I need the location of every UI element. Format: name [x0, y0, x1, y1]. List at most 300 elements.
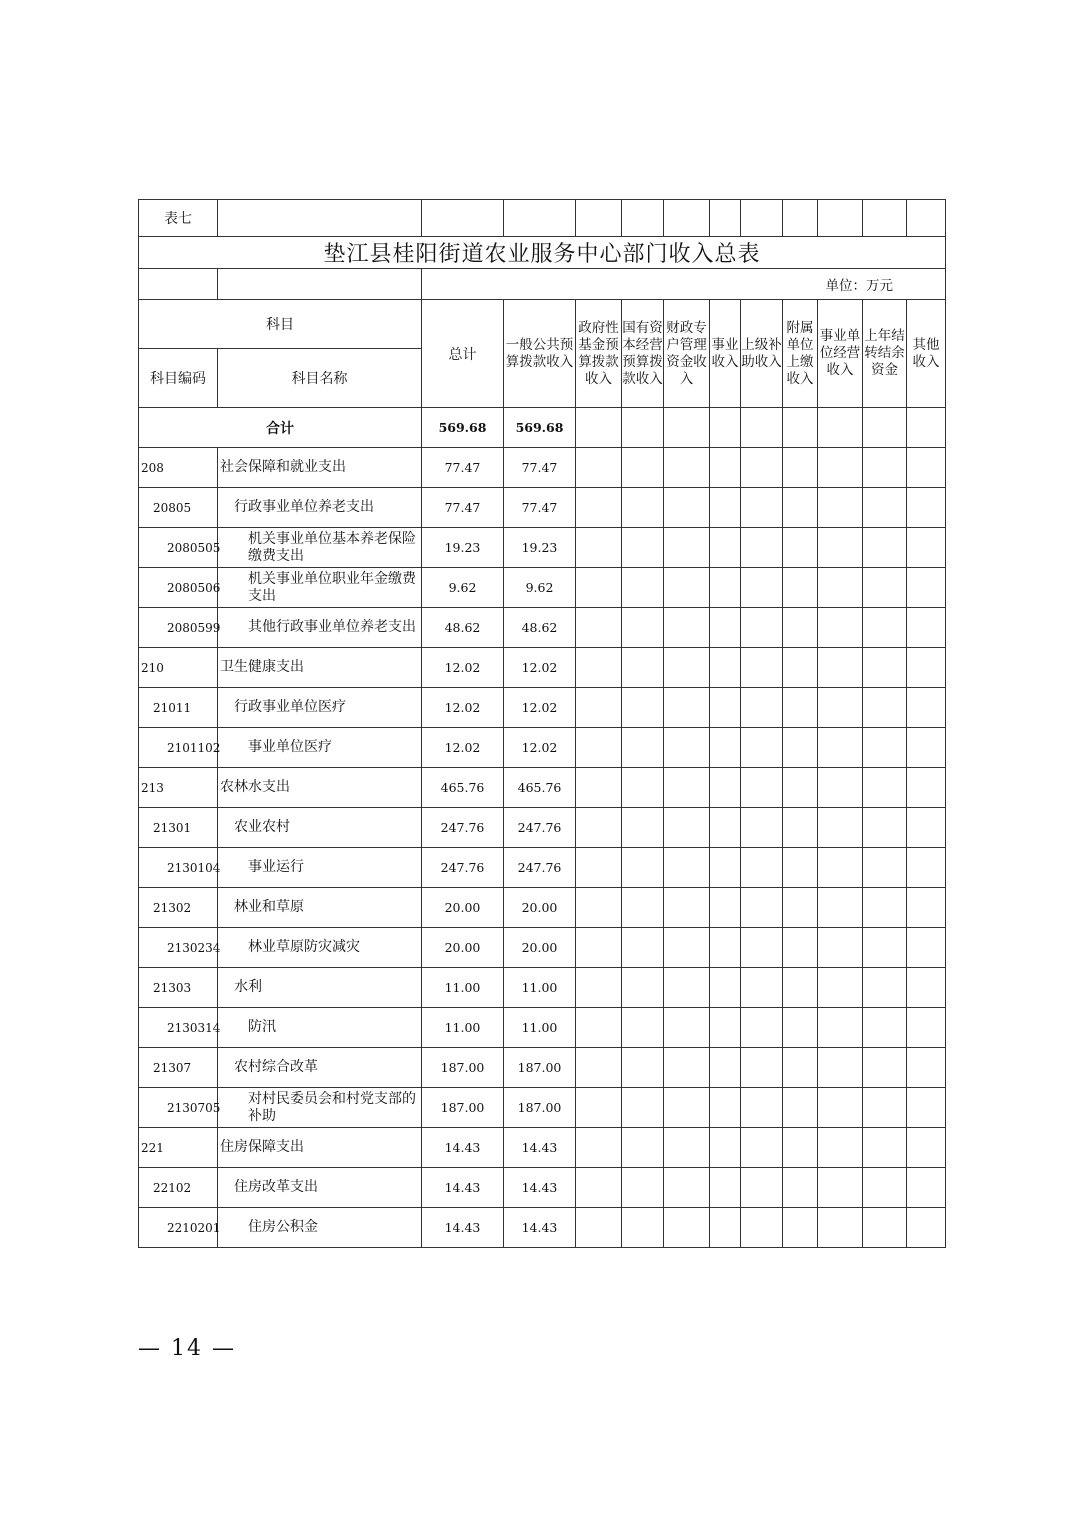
empty-cell — [741, 848, 783, 888]
empty-cell — [783, 1088, 818, 1128]
empty-cell — [907, 888, 946, 928]
empty-cell — [664, 968, 710, 1008]
empty-cell — [576, 968, 622, 1008]
row-total: 14.43 — [422, 1208, 504, 1248]
empty-cell — [741, 448, 783, 488]
row-total: 12.02 — [422, 688, 504, 728]
empty-cell — [710, 1048, 741, 1088]
subject-code: 22102 — [139, 1168, 218, 1208]
subject-code: 2080506 — [139, 568, 218, 608]
empty-cell — [783, 528, 818, 568]
empty-cell — [576, 1168, 622, 1208]
title-row — [139, 237, 946, 269]
empty-cell — [863, 968, 907, 1008]
empty-cell — [741, 608, 783, 648]
empty-cell — [818, 448, 863, 488]
empty-cell — [818, 888, 863, 928]
subject-code: 21302 — [139, 888, 218, 928]
empty-cell — [863, 1008, 907, 1048]
header-code: 科目编码 — [139, 349, 218, 408]
empty-cell — [741, 688, 783, 728]
header-affiliate-payment: 附属单位上缴收入 — [783, 300, 818, 408]
empty-cell — [622, 608, 664, 648]
empty-cell — [907, 608, 946, 648]
subject-name: 农业农村 — [218, 808, 422, 848]
row-total: 19.23 — [422, 528, 504, 568]
subject-code: 210 — [139, 648, 218, 688]
subject-code: 208 — [139, 448, 218, 488]
table-row — [139, 848, 946, 888]
empty-cell — [664, 648, 710, 688]
table-row — [139, 888, 946, 928]
empty-cell — [818, 488, 863, 528]
table-row — [139, 1128, 946, 1168]
empty-cell — [907, 808, 946, 848]
header-subject: 科目 — [139, 300, 422, 349]
table-row — [139, 1048, 946, 1088]
empty-cell — [710, 1128, 741, 1168]
subject-name: 对村民委员会和村党支部的补助 — [218, 1088, 422, 1128]
table-row — [139, 528, 946, 568]
header-name: 科目名称 — [218, 349, 422, 408]
empty-cell — [863, 888, 907, 928]
empty-cell — [907, 1008, 946, 1048]
total-value: 569.68 — [422, 408, 504, 448]
subject-code: 21303 — [139, 968, 218, 1008]
row-total: 14.43 — [422, 1168, 504, 1208]
table-row — [139, 1168, 946, 1208]
empty-cell — [907, 1208, 946, 1248]
row-general-budget: 187.00 — [504, 1048, 576, 1088]
row-general-budget: 19.23 — [504, 528, 576, 568]
total-label: 合计 — [139, 408, 422, 448]
empty-cell — [622, 1168, 664, 1208]
empty-cell — [622, 528, 664, 568]
empty-cell — [907, 448, 946, 488]
row-general-budget: 247.76 — [504, 808, 576, 848]
empty-cell — [710, 488, 741, 528]
empty-cell — [818, 568, 863, 608]
empty-cell — [907, 1088, 946, 1128]
subject-name: 行政事业单位医疗 — [218, 688, 422, 728]
row-total: 77.47 — [422, 488, 504, 528]
empty-cell — [576, 1008, 622, 1048]
header-superior-subsidy: 上级补助收入 — [741, 300, 783, 408]
subject-name: 事业运行 — [218, 848, 422, 888]
empty-cell — [710, 608, 741, 648]
table-row — [139, 728, 946, 768]
empty-cell — [622, 1048, 664, 1088]
empty-cell — [863, 848, 907, 888]
subject-name: 机关事业单位职业年金缴费支出 — [218, 568, 422, 608]
empty-cell — [741, 1168, 783, 1208]
empty-cell — [576, 1128, 622, 1168]
empty-cell — [576, 1048, 622, 1088]
empty-cell — [741, 1088, 783, 1128]
row-general-budget: 48.62 — [504, 608, 576, 648]
empty-cell — [664, 608, 710, 648]
row-general-budget: 20.00 — [504, 888, 576, 928]
empty-cell — [622, 1088, 664, 1128]
row-general-budget: 12.02 — [504, 648, 576, 688]
empty-cell — [622, 448, 664, 488]
empty-cell — [664, 448, 710, 488]
empty-cell — [622, 488, 664, 528]
row-total: 187.00 — [422, 1088, 504, 1128]
empty-cell — [664, 848, 710, 888]
empty-cell — [863, 488, 907, 528]
empty-cell — [622, 968, 664, 1008]
empty-cell — [741, 1008, 783, 1048]
subject-name: 防汛 — [218, 1008, 422, 1048]
empty-cell — [818, 768, 863, 808]
subject-code: 2080599 — [139, 608, 218, 648]
empty-cell — [907, 968, 946, 1008]
table-row — [139, 568, 946, 608]
empty-cell — [783, 768, 818, 808]
row-total: 187.00 — [422, 1048, 504, 1088]
empty-cell — [818, 968, 863, 1008]
total-general-budget: 569.68 — [504, 408, 576, 448]
row-general-budget: 14.43 — [504, 1208, 576, 1248]
empty-cell — [664, 928, 710, 968]
empty-cell — [576, 808, 622, 848]
empty-cell — [741, 888, 783, 928]
subject-code: 20805 — [139, 488, 218, 528]
page-number: — 14 — — [138, 1336, 236, 1361]
empty-cell — [741, 528, 783, 568]
empty-cell — [783, 728, 818, 768]
row-general-budget: 11.00 — [504, 1008, 576, 1048]
empty-cell — [576, 528, 622, 568]
empty-cell — [783, 448, 818, 488]
empty-cell — [576, 488, 622, 528]
empty-cell — [907, 648, 946, 688]
empty-cell — [710, 968, 741, 1008]
empty-cell — [907, 488, 946, 528]
subject-code: 221 — [139, 1128, 218, 1168]
empty-cell — [818, 688, 863, 728]
header-carryover: 上年结转结余资金 — [863, 300, 907, 408]
empty-cell — [576, 1088, 622, 1128]
table-row — [139, 1008, 946, 1048]
row-total: 12.02 — [422, 728, 504, 768]
empty-cell — [907, 928, 946, 968]
empty-cell — [783, 1208, 818, 1248]
subject-code: 2130705 — [139, 1088, 218, 1128]
empty-cell — [783, 648, 818, 688]
unit-row — [139, 269, 946, 300]
empty-cell — [818, 928, 863, 968]
empty-cell — [907, 768, 946, 808]
empty-cell — [907, 1168, 946, 1208]
empty-cell — [576, 648, 622, 688]
empty-cell — [741, 648, 783, 688]
empty-cell — [622, 1128, 664, 1168]
empty-cell — [863, 1048, 907, 1088]
empty-cell — [863, 688, 907, 728]
empty-cell — [863, 928, 907, 968]
empty-cell — [622, 928, 664, 968]
empty-cell — [710, 1008, 741, 1048]
empty-cell — [710, 768, 741, 808]
income-summary-table — [138, 199, 946, 1248]
empty-cell — [710, 808, 741, 848]
empty-cell — [664, 728, 710, 768]
row-total: 465.76 — [422, 768, 504, 808]
empty-cell — [818, 728, 863, 768]
row-general-budget: 187.00 — [504, 1088, 576, 1128]
header-other: 其他收入 — [907, 300, 946, 408]
subject-code: 2130314 — [139, 1008, 218, 1048]
empty-cell — [664, 1128, 710, 1168]
header-gov-fund: 政府性基金预算拨款收入 — [576, 300, 622, 408]
row-general-budget: 77.47 — [504, 448, 576, 488]
row-general-budget: 20.00 — [504, 928, 576, 968]
empty-cell — [664, 1168, 710, 1208]
empty-cell — [783, 848, 818, 888]
empty-cell — [710, 688, 741, 728]
empty-cell — [907, 848, 946, 888]
table-row — [139, 1208, 946, 1248]
empty-cell — [741, 728, 783, 768]
empty-cell — [741, 1128, 783, 1168]
empty-cell — [741, 808, 783, 848]
subject-name: 农村综合改革 — [218, 1048, 422, 1088]
empty-cell — [783, 808, 818, 848]
empty-cell — [907, 728, 946, 768]
empty-cell — [664, 1088, 710, 1128]
row-general-budget: 9.62 — [504, 568, 576, 608]
empty-cell — [622, 1008, 664, 1048]
empty-cell — [741, 768, 783, 808]
empty-cell — [664, 1008, 710, 1048]
empty-cell — [622, 688, 664, 728]
header-state-capital: 国有资本经营预算拨款收入 — [622, 300, 664, 408]
row-total: 20.00 — [422, 888, 504, 928]
empty-cell — [863, 1168, 907, 1208]
row-general-budget: 11.00 — [504, 968, 576, 1008]
table-row — [139, 808, 946, 848]
empty-cell — [622, 768, 664, 808]
row-general-budget: 465.76 — [504, 768, 576, 808]
empty-cell — [863, 648, 907, 688]
subject-name: 住房保障支出 — [218, 1128, 422, 1168]
empty-cell — [783, 608, 818, 648]
empty-cell — [710, 928, 741, 968]
empty-cell — [576, 848, 622, 888]
row-total: 20.00 — [422, 928, 504, 968]
empty-cell — [741, 488, 783, 528]
subject-code: 21011 — [139, 688, 218, 728]
empty-cell — [664, 568, 710, 608]
empty-cell — [741, 1048, 783, 1088]
empty-cell — [818, 1008, 863, 1048]
empty-cell — [783, 1008, 818, 1048]
empty-cell — [863, 608, 907, 648]
empty-cell — [710, 728, 741, 768]
table-row — [139, 928, 946, 968]
subject-code: 213 — [139, 768, 218, 808]
row-total: 77.47 — [422, 448, 504, 488]
subject-name: 机关事业单位基本养老保险缴费支出 — [218, 528, 422, 568]
row-total: 12.02 — [422, 648, 504, 688]
row-total: 14.43 — [422, 1128, 504, 1168]
header-general-budget: 一般公共预算拨款收入 — [504, 300, 576, 408]
empty-cell — [622, 1208, 664, 1248]
empty-cell — [664, 488, 710, 528]
subject-code: 21301 — [139, 808, 218, 848]
subject-name: 住房改革支出 — [218, 1168, 422, 1208]
header-row-1 — [139, 300, 946, 349]
row-general-budget: 247.76 — [504, 848, 576, 888]
empty-cell — [710, 448, 741, 488]
empty-cell — [576, 1208, 622, 1248]
empty-cell — [576, 928, 622, 968]
subject-name: 住房公积金 — [218, 1208, 422, 1248]
subject-name: 行政事业单位养老支出 — [218, 488, 422, 528]
empty-cell — [818, 1088, 863, 1128]
empty-cell — [818, 848, 863, 888]
row-total: 11.00 — [422, 1008, 504, 1048]
empty-cell — [863, 1088, 907, 1128]
table-row — [139, 608, 946, 648]
empty-cell — [576, 448, 622, 488]
empty-cell — [818, 1048, 863, 1088]
empty-cell — [863, 568, 907, 608]
table-row — [139, 1088, 946, 1128]
row-total: 247.76 — [422, 808, 504, 848]
empty-cell — [741, 568, 783, 608]
subject-name: 水利 — [218, 968, 422, 1008]
empty-cell — [783, 888, 818, 928]
empty-cell — [741, 928, 783, 968]
empty-cell — [664, 1208, 710, 1248]
table-title: 垫江县桂阳街道农业服务中心部门收入总表 — [139, 237, 946, 269]
empty-cell — [818, 808, 863, 848]
empty-cell — [576, 608, 622, 648]
header-total: 总计 — [422, 300, 504, 408]
empty-cell — [622, 728, 664, 768]
empty-cell — [664, 888, 710, 928]
empty-cell — [907, 568, 946, 608]
empty-cell — [818, 1128, 863, 1168]
empty-cell — [576, 768, 622, 808]
empty-cell — [818, 608, 863, 648]
empty-cell — [710, 1168, 741, 1208]
empty-cell — [783, 568, 818, 608]
subject-code: 2210201 — [139, 1208, 218, 1248]
empty-cell — [783, 928, 818, 968]
empty-cell — [710, 848, 741, 888]
empty-cell — [863, 1208, 907, 1248]
subject-name: 林业和草原 — [218, 888, 422, 928]
empty-cell — [664, 1048, 710, 1088]
empty-cell — [907, 1048, 946, 1088]
row-total: 11.00 — [422, 968, 504, 1008]
row-general-budget: 14.43 — [504, 1168, 576, 1208]
empty-cell — [622, 648, 664, 688]
table-row — [139, 688, 946, 728]
empty-cell — [622, 888, 664, 928]
empty-cell — [741, 968, 783, 1008]
empty-cell — [783, 688, 818, 728]
header-unit-operating: 事业单位经营收入 — [818, 300, 863, 408]
table-row — [139, 768, 946, 808]
empty-cell — [576, 888, 622, 928]
table-row — [139, 648, 946, 688]
empty-cell — [818, 528, 863, 568]
header-fiscal-account: 财政专户管理资金收入 — [664, 300, 710, 408]
row-total: 9.62 — [422, 568, 504, 608]
subject-name: 卫生健康支出 — [218, 648, 422, 688]
subject-code: 21307 — [139, 1048, 218, 1088]
row-total: 48.62 — [422, 608, 504, 648]
empty-cell — [622, 808, 664, 848]
empty-cell — [710, 1088, 741, 1128]
empty-cell — [576, 688, 622, 728]
empty-cell — [863, 448, 907, 488]
table-row — [139, 488, 946, 528]
empty-cell — [818, 1208, 863, 1248]
unit-label: 单位：万元 — [422, 269, 946, 300]
total-row — [139, 408, 946, 448]
empty-cell — [710, 888, 741, 928]
row-total: 247.76 — [422, 848, 504, 888]
empty-cell — [863, 768, 907, 808]
empty-cell — [863, 528, 907, 568]
table-label: 表七 — [139, 200, 218, 237]
subject-code: 2130234 — [139, 928, 218, 968]
empty-cell — [783, 968, 818, 1008]
subject-code: 2080505 — [139, 528, 218, 568]
subject-name: 社会保障和就业支出 — [218, 448, 422, 488]
empty-cell — [863, 1128, 907, 1168]
empty-cell — [783, 1128, 818, 1168]
empty-cell — [783, 1048, 818, 1088]
subject-name: 事业单位医疗 — [218, 728, 422, 768]
row-general-budget: 12.02 — [504, 728, 576, 768]
empty-cell — [664, 528, 710, 568]
empty-cell — [907, 528, 946, 568]
subject-name: 林业草原防灾减灾 — [218, 928, 422, 968]
empty-cell — [863, 808, 907, 848]
empty-cell — [710, 648, 741, 688]
row-general-budget: 12.02 — [504, 688, 576, 728]
table-label-row — [139, 200, 946, 237]
empty-cell — [710, 1208, 741, 1248]
empty-cell — [907, 688, 946, 728]
subject-name: 农林水支出 — [218, 768, 422, 808]
empty-cell — [783, 1168, 818, 1208]
empty-cell — [664, 688, 710, 728]
empty-cell — [710, 528, 741, 568]
empty-cell — [664, 808, 710, 848]
empty-cell — [576, 728, 622, 768]
row-general-budget: 14.43 — [504, 1128, 576, 1168]
empty-cell — [576, 568, 622, 608]
subject-code: 2130104 — [139, 848, 218, 888]
empty-cell — [783, 488, 818, 528]
empty-cell — [622, 848, 664, 888]
empty-cell — [907, 1128, 946, 1168]
row-general-budget: 77.47 — [504, 488, 576, 528]
empty-cell — [863, 728, 907, 768]
table-row — [139, 448, 946, 488]
table-row — [139, 968, 946, 1008]
empty-cell — [818, 648, 863, 688]
subject-name: 其他行政事业单位养老支出 — [218, 608, 422, 648]
